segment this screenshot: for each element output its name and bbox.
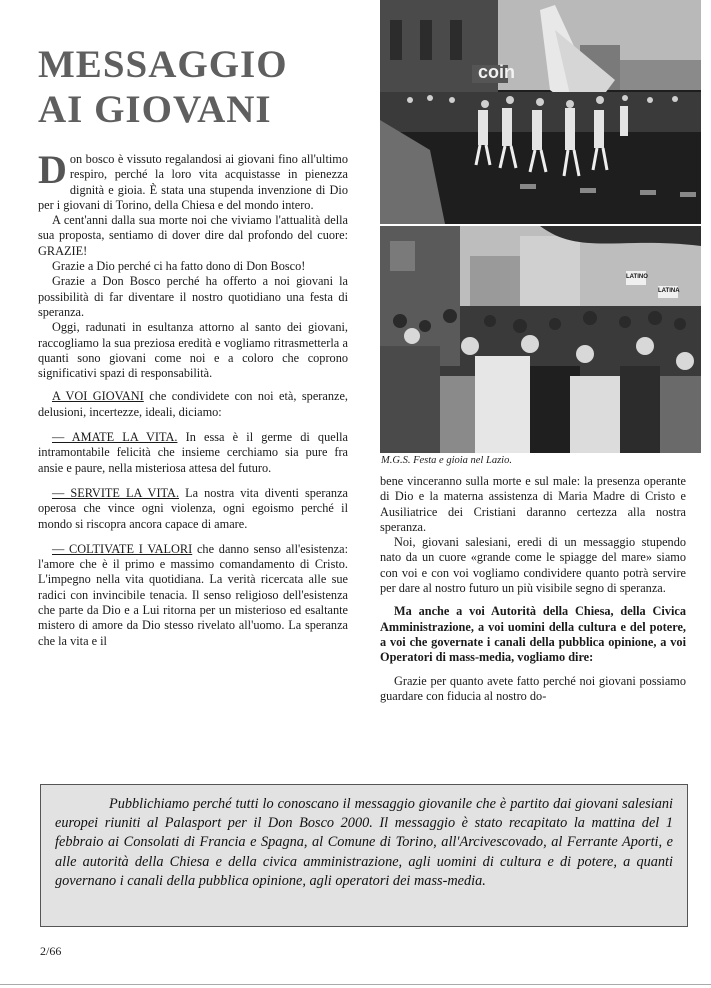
paragraph-authorities: Ma anche a voi Autorità della Chiesa, della Civica Amministrazione, a voi uomini della cultura e del potere, a voi che governate i canali della pubblica opinione, a voi Operatori di mass-media, vogliamo dire: xyxy=(380,604,686,665)
left-column xyxy=(38,147,348,649)
paragraph-text: on bosco è vissuto regalandosi ai giovani fino all'ultimo respiro, perché la loro vita acquistasse in pienezza dignità e gioia. È stata una stupenda invenzione di Dio per i giovani di Torino, della Chiesa e del mondo intero. xyxy=(38,152,348,212)
title-line-1: MESSAGGIO xyxy=(38,43,288,86)
crowd-sign-1: LATINO xyxy=(626,274,648,280)
bottom-rule xyxy=(0,984,711,985)
title-line-2: AI GIOVANI xyxy=(38,88,272,131)
paragraph-voi-giovani xyxy=(38,389,348,420)
photo-march-top xyxy=(380,0,701,224)
underlined-lead: — AMATE LA VITA. xyxy=(52,430,178,445)
paragraph-text: In essa è il germe di quella intramontabile felicità che insieme cerchiamo sia pure fra ansie e paure, nella misteriosa attesa del futuro. xyxy=(38,430,348,475)
paragraph: A cent'anni dalla sua morte noi che viviamo l'attualità della sua proposta, sentiamo di dover dire dal profondo del cuore: GRAZIE! xyxy=(38,213,348,258)
article-title xyxy=(38,42,358,132)
paragraph-amate xyxy=(38,430,348,476)
paragraph-opening xyxy=(38,147,348,213)
editor-note-box xyxy=(40,784,688,927)
page-number: 2/66 xyxy=(40,944,62,958)
paragraph: bene vinceranno sulla morte e sul male: la presenza operante di Dio e la materna assistenza di Maria Madre di Cristo e Ausiliatrice dei Cristiani daranno certezza alla nostra speranza. xyxy=(380,474,686,534)
paragraph: Grazie per quanto avete fatto perché noi giovani possiamo guardare con fiducia al nostro do- xyxy=(380,673,686,703)
editor-note-text: Pubblichiamo perché tutti lo conoscano il messaggio giovanile che è partito dai giovani salesiani europei riuniti al Palasport per il Don Bosco 2000. Il messaggio è stato recapitato la mattina del 1 febbraio ai Consolati di Francia e Spagna, al Comune di Torino, all'Arcivescovado, al Ferrante Aporti, e alle autorità della Chiesa e della civica amministrazione, agli uomini di cultura e di potere, a quanti governano i canali della pubblica opinione, agli operatori dei mass-media. xyxy=(55,796,673,889)
photo-march-top-image xyxy=(380,0,701,224)
paragraph: Grazie a Dio perché ci ha fatto dono di Don Bosco! xyxy=(52,259,306,274)
underlined-lead: — COLTIVATE I VALORI xyxy=(52,541,193,556)
underlined-lead: — SERVITE LA VITA. xyxy=(52,485,180,500)
underlined-lead: A VOI GIOVANI xyxy=(52,389,144,404)
photo-caption: M.G.S. Festa e gioia nel Lazio. xyxy=(381,455,512,466)
right-column xyxy=(380,474,686,704)
shop-sign: coin xyxy=(478,62,516,82)
paragraph: Oggi, radunati in esultanza attorno al santo dei giovani, raccogliamo la sua preziosa eredità e vogliamo ritrasmetterla a quanti sono giovani come noi e a coloro che coprono significativi spazi di responsabilità. xyxy=(38,320,348,381)
crowd-sign-2: LATINA xyxy=(658,288,680,294)
paragraph-text: La nostra vita diventi speranza operosa che vince ogni violenza, ogni egoismo perché il mondo si riscopra ancora capace di amare. xyxy=(38,485,348,531)
paragraph: Grazie a Don Bosco perché ha offerto a noi giovani la possibilità di far diventare il nostro quotidiano una festa di speranza. xyxy=(38,274,348,319)
photo-crowd-image xyxy=(380,226,701,453)
paragraph-text: che danno senso all'esistenza: l'amore che è il primo e massimo comandamento di Cristo. L'impegno nella vita quotidiana. La verità ricercata alle sue radici con invincibile tenacia. Il senso religioso dell'esistenza che parte da Dio e a Lui ritorna per un misterioso ed esaltante mistero di amore da Dio stesso rivelato all'uomo. La speranza che la vita e il xyxy=(38,541,348,648)
paragraph-text: che condividete con noi età, speranze, delusioni, incertezze, ideali, diciamo: xyxy=(38,389,348,419)
drop-cap: D xyxy=(38,147,67,192)
photo-crowd xyxy=(380,226,701,453)
paragraph: Noi, giovani salesiani, eredi di un messaggio stupendo nato da un cuore «grande come le spiagge del mare» siamo con voi e con voi vogliamo condividere quanto potrà servire per dare al nostro futuro un più visibile segno di speranza. xyxy=(380,535,686,596)
paragraph-coltivate xyxy=(38,542,348,649)
paragraph-servite xyxy=(38,486,348,532)
